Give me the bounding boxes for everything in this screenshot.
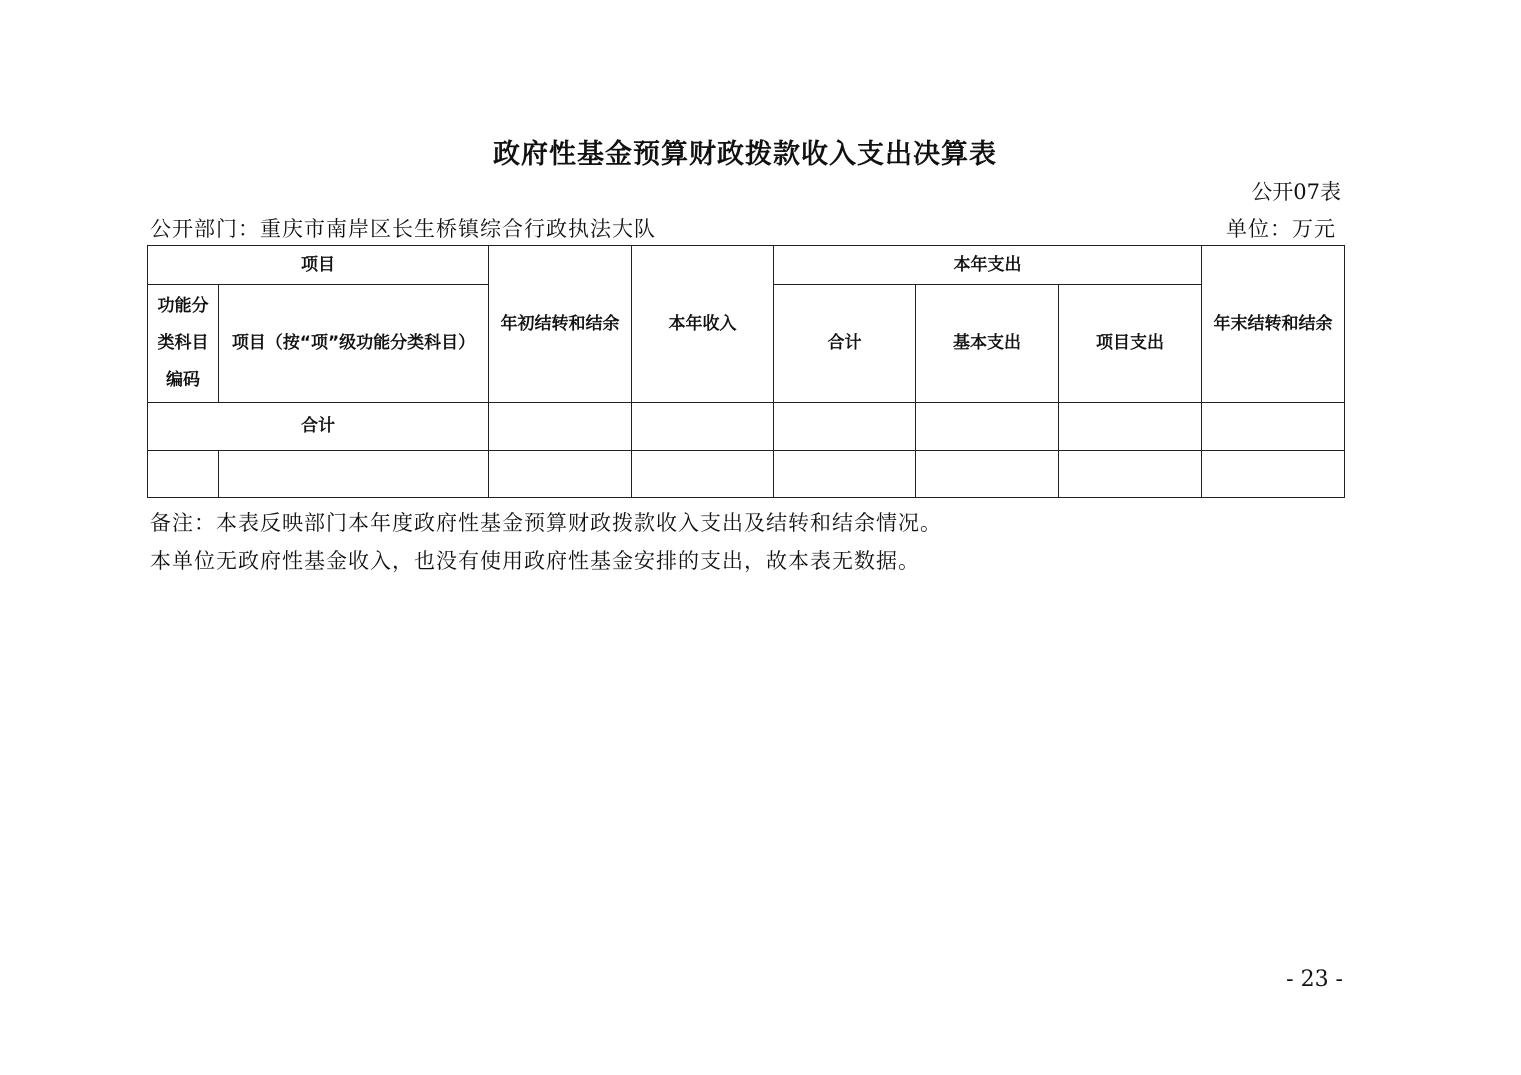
total-cell-expense-project xyxy=(1059,403,1202,451)
total-cell-income xyxy=(632,403,774,451)
table-row xyxy=(148,451,1345,498)
empty-cell xyxy=(774,451,916,498)
header-expense-project: 项目支出 xyxy=(1059,285,1202,403)
total-cell-end xyxy=(1202,403,1345,451)
note-line-1: 备注：本表反映部门本年度政府性基金预算财政拨款收入支出及结转和结余情况。 xyxy=(150,511,942,535)
header-expense-total: 合计 xyxy=(774,285,916,403)
empty-cell xyxy=(1059,451,1202,498)
header-expense: 本年支出 xyxy=(774,246,1202,285)
page-number: - 23 - xyxy=(1286,967,1343,992)
empty-cell xyxy=(148,451,219,498)
header-row-1 xyxy=(148,246,1345,285)
header-expense-basic: 基本支出 xyxy=(916,285,1059,403)
empty-cell xyxy=(1202,451,1345,498)
empty-cell xyxy=(916,451,1059,498)
header-project: 项目 xyxy=(148,246,489,285)
department-label: 公开部门：重庆市南岸区长生桥镇综合行政执法大队 xyxy=(150,217,656,241)
header-end-balance: 年末结转和结余 xyxy=(1202,246,1345,403)
budget-table xyxy=(147,245,1345,498)
total-cell-begin xyxy=(489,403,632,451)
total-cell-expense-basic xyxy=(916,403,1059,451)
note-line-2: 本单位无政府性基金收入，也没有使用政府性基金安排的支出，故本表无数据。 xyxy=(150,549,920,573)
header-project-name: 项目（按“项”级功能分类科目） xyxy=(219,285,489,403)
header-func-code: 功能分类科目编码 xyxy=(148,285,219,403)
total-label: 合计 xyxy=(148,403,489,451)
empty-cell xyxy=(219,451,489,498)
total-cell-expense-total xyxy=(774,403,916,451)
page-title: 政府性基金预算财政拨款收入支出决算表 xyxy=(493,139,997,170)
total-row xyxy=(148,403,1345,451)
form-number: 公开07表 xyxy=(1251,180,1341,204)
empty-cell xyxy=(489,451,632,498)
unit-label: 单位：万元 xyxy=(1226,217,1336,241)
notes xyxy=(150,504,942,580)
empty-cell xyxy=(632,451,774,498)
header-begin-balance: 年初结转和结余 xyxy=(489,246,632,403)
header-income: 本年收入 xyxy=(632,246,774,403)
